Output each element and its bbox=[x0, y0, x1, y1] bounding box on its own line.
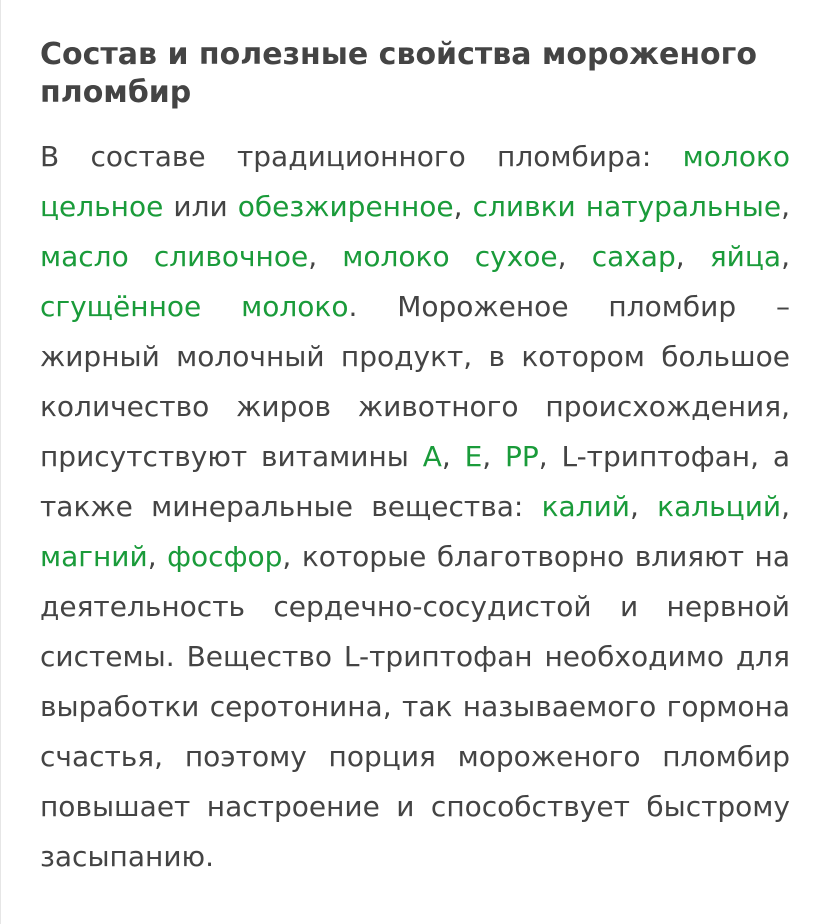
paragraph-text: , которые благотворно влияют на деятельность сердечно-сосудистой и нервной системы. Вещество L-триптофан необходимо для выработки серотонина, так называемого гормона счастья, поэтому порция мороженого пломбир повышает настроение и способствует быстрому засыпанию. bbox=[40, 540, 790, 873]
ingredient-link[interactable]: сливки натуральные bbox=[472, 190, 782, 223]
article-paragraph bbox=[40, 132, 790, 882]
paragraph-text: , L-триптофан, а также минеральные вещества: bbox=[40, 440, 790, 523]
ingredient-link[interactable]: сахар bbox=[591, 240, 676, 273]
article bbox=[40, 36, 790, 882]
ingredient-link[interactable]: яйца bbox=[709, 240, 782, 273]
paragraph-text: В составе традиционного пломбира: bbox=[40, 140, 683, 173]
paragraph-text: или bbox=[163, 190, 238, 223]
paragraph-text: , bbox=[453, 190, 473, 223]
paragraph-text: , bbox=[482, 440, 505, 473]
ingredient-link[interactable]: масло сливочное bbox=[40, 240, 309, 273]
article-title: Состав и полезные свойства мороженого пломбир bbox=[40, 37, 757, 110]
ingredient-link[interactable]: обезжиренное bbox=[237, 190, 454, 223]
paragraph-text: , bbox=[629, 490, 658, 523]
ingredient-link[interactable]: молоко цельное bbox=[40, 140, 790, 223]
paragraph-text: , bbox=[781, 240, 790, 273]
paragraph-text: , bbox=[781, 490, 790, 523]
paragraph-text: , bbox=[781, 190, 790, 223]
ingredient-link[interactable]: молоко сухое bbox=[342, 240, 558, 273]
ingredient-link[interactable]: кальций bbox=[657, 490, 782, 523]
paragraph-text: , bbox=[308, 240, 343, 273]
ingredient-link[interactable]: E bbox=[464, 440, 483, 473]
paragraph-text: , bbox=[147, 540, 168, 573]
paragraph-text: , bbox=[441, 440, 465, 473]
paragraph-text: , bbox=[557, 240, 592, 273]
paragraph-text: , bbox=[675, 240, 710, 273]
ingredient-link[interactable]: PP bbox=[504, 440, 539, 473]
ingredient-link[interactable]: сгущённое молоко bbox=[40, 290, 349, 323]
ingredient-link[interactable]: A bbox=[422, 440, 442, 473]
ingredient-link[interactable]: магний bbox=[40, 540, 148, 573]
ingredient-link[interactable]: калий bbox=[541, 490, 630, 523]
paragraph-text: . Мороженое пломбир – жирный молочный продукт, в котором большое количество жиров животного происхождения, присутствуют витамины bbox=[40, 290, 790, 473]
ingredient-link[interactable]: фосфор bbox=[167, 540, 283, 573]
